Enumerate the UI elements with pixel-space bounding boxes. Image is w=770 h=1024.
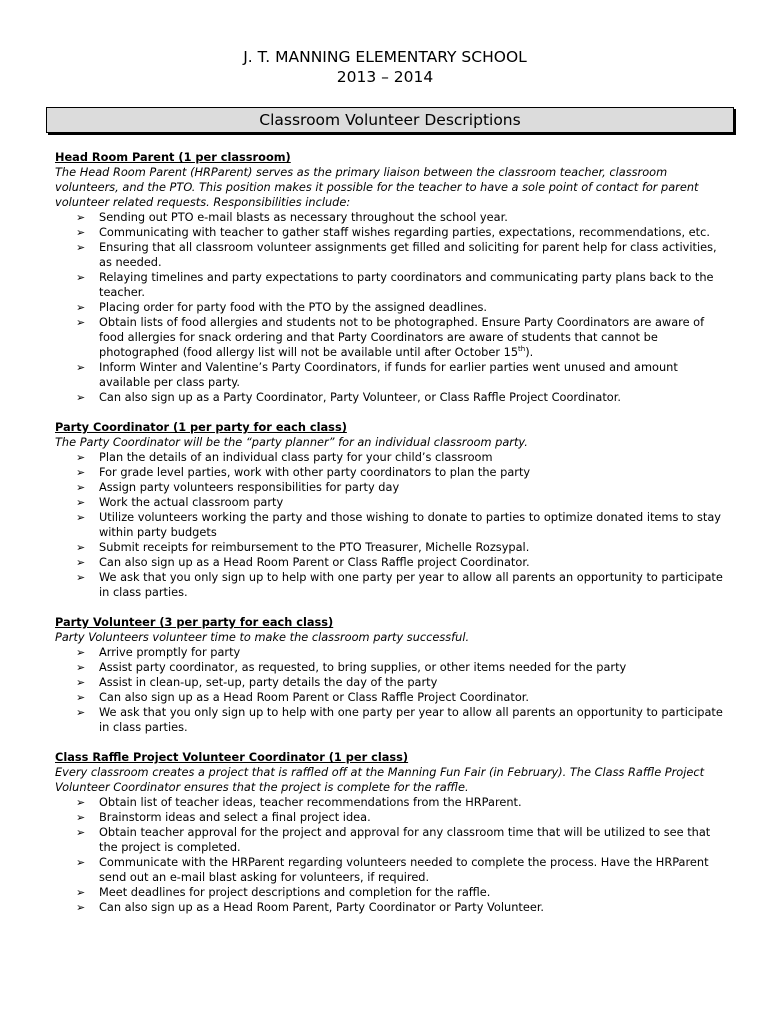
list-item (76, 450, 725, 465)
arrowhead-bullet-icon: ➢ (76, 646, 86, 659)
list-item (76, 570, 725, 600)
arrowhead-bullet-icon: ➢ (76, 361, 86, 374)
arrowhead-bullet-icon: ➢ (76, 541, 86, 554)
section-head-room-parent (55, 150, 725, 405)
list-item-text: Utilize volunteers working the party and those wishing to donate to parties to optimize donated items to stay within party budgets (99, 510, 721, 539)
list-item-text: Obtain list of teacher ideas, teacher recommendations from the HRParent. (99, 795, 522, 809)
list-item-text: Can also sign up as a Party Coordinator, Party Volunteer, or Class Raffle Project Coordinator. (99, 390, 621, 404)
section-heading: Party Volunteer (3 per party for each class) (55, 615, 334, 629)
list-item-text: Assist party coordinator, as requested, to bring supplies, or other items needed for the party (99, 660, 627, 674)
list-item-text: Obtain lists of food allergies and students not to be photographed. Ensure Party Coordinators are aware of food allergies for snack ordering and that Party Coordinators are aware of students that cannot be photographed (food allergy list will not be available until after October 15 (99, 315, 705, 359)
section-class-raffle-coordinator (55, 750, 725, 915)
arrowhead-bullet-icon: ➢ (76, 691, 86, 704)
list-item (76, 810, 725, 825)
section-party-coordinator (55, 420, 725, 600)
section-heading: Head Room Parent (1 per classroom) (55, 150, 291, 164)
arrowhead-bullet-icon: ➢ (76, 661, 86, 674)
list-item (76, 270, 725, 300)
arrowhead-bullet-icon: ➢ (76, 301, 86, 314)
list-item-text: Relaying timelines and party expectations to party coordinators and communicating party plans back to the teacher. (99, 270, 714, 299)
section-description: Every classroom creates a project that is raffled off at the Manning Fun Fair (in February). The Class Raffle Project Volunteer Coordinator ensures that the project is complete for the raffle. (55, 765, 705, 794)
list-item-text: Sending out PTO e-mail blasts as necessary throughout the school year. (99, 210, 508, 224)
list-item (76, 315, 725, 360)
section-heading: Party Coordinator (1 per party for each class) (55, 420, 347, 434)
responsibility-list (55, 645, 725, 735)
list-item-text: Communicate with the HRParent regarding volunteers needed to complete the process. Have the HRParent send out an e-mail blast asking for volunteers, if required. (99, 855, 709, 884)
list-item (76, 300, 725, 315)
list-item-text: Arrive promptly for party (99, 645, 241, 659)
list-item (76, 705, 725, 735)
arrowhead-bullet-icon: ➢ (76, 496, 86, 509)
arrowhead-bullet-icon: ➢ (76, 901, 86, 914)
list-item-text: Submit receipts for reimbursement to the PTO Treasurer, Michelle Rozsypal. (99, 540, 530, 554)
list-item-text: Ensuring that all classroom volunteer assignments get filled and soliciting for parent help for class activities, as needed. (99, 240, 717, 269)
list-item-text: Brainstorm ideas and select a final project idea. (99, 810, 371, 824)
list-item (76, 885, 725, 900)
list-item (76, 900, 725, 915)
school-year: 2013 – 2014 (336, 68, 434, 86)
school-name: J. T. MANNING ELEMENTARY SCHOOL (243, 48, 527, 66)
responsibility-list (55, 210, 725, 405)
list-item (76, 555, 725, 570)
list-item-text: Meet deadlines for project descriptions and completion for the raffle. (99, 885, 491, 899)
section-description: The Head Room Parent (HRParent) serves as the primary liaison between the classroom teacher, classroom volunteers, and the PTO. This position makes it possible for the teacher to have a sole point of contact for parent volunteer related requests. Responsibilities include: (55, 165, 699, 209)
list-item-text: We ask that you only sign up to help with one party per year to allow all parents an opportunity to participate in class parties. (99, 570, 723, 599)
responsibility-list (55, 795, 725, 915)
list-item (76, 210, 725, 225)
arrowhead-bullet-icon: ➢ (76, 796, 86, 809)
list-item (76, 795, 725, 810)
document-body (55, 150, 725, 930)
list-item (76, 480, 725, 495)
arrowhead-bullet-icon: ➢ (76, 316, 86, 329)
arrowhead-bullet-icon: ➢ (76, 856, 86, 869)
section-description: The Party Coordinator will be the “party planner” for an individual classroom party. (55, 435, 528, 449)
arrowhead-bullet-icon: ➢ (76, 271, 86, 284)
section-heading: Class Raffle Project Volunteer Coordinator (1 per class) (55, 750, 409, 764)
arrowhead-bullet-icon: ➢ (76, 241, 86, 254)
list-item-text: For grade level parties, work with other party coordinators to plan the party (99, 465, 531, 479)
list-item (76, 690, 725, 705)
document-title: Classroom Volunteer Descriptions (46, 107, 734, 133)
arrowhead-bullet-icon: ➢ (76, 481, 86, 494)
arrowhead-bullet-icon: ➢ (76, 706, 86, 719)
list-item-text: Placing order for party food with the PTO by the assigned deadlines. (99, 300, 488, 314)
list-item-text: Obtain teacher approval for the project and approval for any classroom time that will be utilized to see that the project is completed. (99, 825, 711, 854)
list-item-text: Work the actual classroom party (99, 495, 284, 509)
list-item (76, 360, 725, 390)
list-item-tail: ). (525, 345, 534, 359)
school-header (0, 47, 770, 87)
list-item-text: Can also sign up as a Head Room Parent or Class Raffle Project Coordinator. (99, 690, 529, 704)
arrowhead-bullet-icon: ➢ (76, 886, 86, 899)
arrowhead-bullet-icon: ➢ (76, 811, 86, 824)
list-item-text: Can also sign up as a Head Room Parent, Party Coordinator or Party Volunteer. (99, 900, 545, 914)
list-item (76, 675, 725, 690)
ordinal-superscript: th (518, 345, 526, 354)
list-item-text: Plan the details of an individual class party for your child’s classroom (99, 450, 493, 464)
arrowhead-bullet-icon: ➢ (76, 676, 86, 689)
arrowhead-bullet-icon: ➢ (76, 211, 86, 224)
list-item (76, 825, 725, 855)
list-item-text: Communicating with teacher to gather staff wishes regarding parties, expectations, recommendations, etc. (99, 225, 710, 239)
section-description: Party Volunteers volunteer time to make the classroom party successful. (55, 630, 470, 644)
list-item-text: Can also sign up as a Head Room Parent or Class Raffle project Coordinator. (99, 555, 530, 569)
list-item-text: Assist in clean-up, set-up, party details the day of the party (99, 675, 438, 689)
arrowhead-bullet-icon: ➢ (76, 451, 86, 464)
arrowhead-bullet-icon: ➢ (76, 571, 86, 584)
list-item-text: We ask that you only sign up to help with one party per year to allow all parents an opportunity to participate in class parties. (99, 705, 723, 734)
arrowhead-bullet-icon: ➢ (76, 391, 86, 404)
list-item (76, 645, 725, 660)
list-item (76, 225, 725, 240)
arrowhead-bullet-icon: ➢ (76, 511, 86, 524)
list-item (76, 510, 725, 540)
arrowhead-bullet-icon: ➢ (76, 826, 86, 839)
list-item (76, 240, 725, 270)
list-item-text: Assign party volunteers responsibilities for party day (99, 480, 400, 494)
list-item-text: Inform Winter and Valentine’s Party Coordinators, if funds for earlier parties went unused and amount available per class party. (99, 360, 678, 389)
arrowhead-bullet-icon: ➢ (76, 466, 86, 479)
list-item (76, 540, 725, 555)
arrowhead-bullet-icon: ➢ (76, 226, 86, 239)
list-item (76, 465, 725, 480)
arrowhead-bullet-icon: ➢ (76, 556, 86, 569)
list-item (76, 495, 725, 510)
list-item (76, 390, 725, 405)
list-item (76, 855, 725, 885)
section-party-volunteer (55, 615, 725, 735)
list-item (76, 660, 725, 675)
responsibility-list (55, 450, 725, 600)
